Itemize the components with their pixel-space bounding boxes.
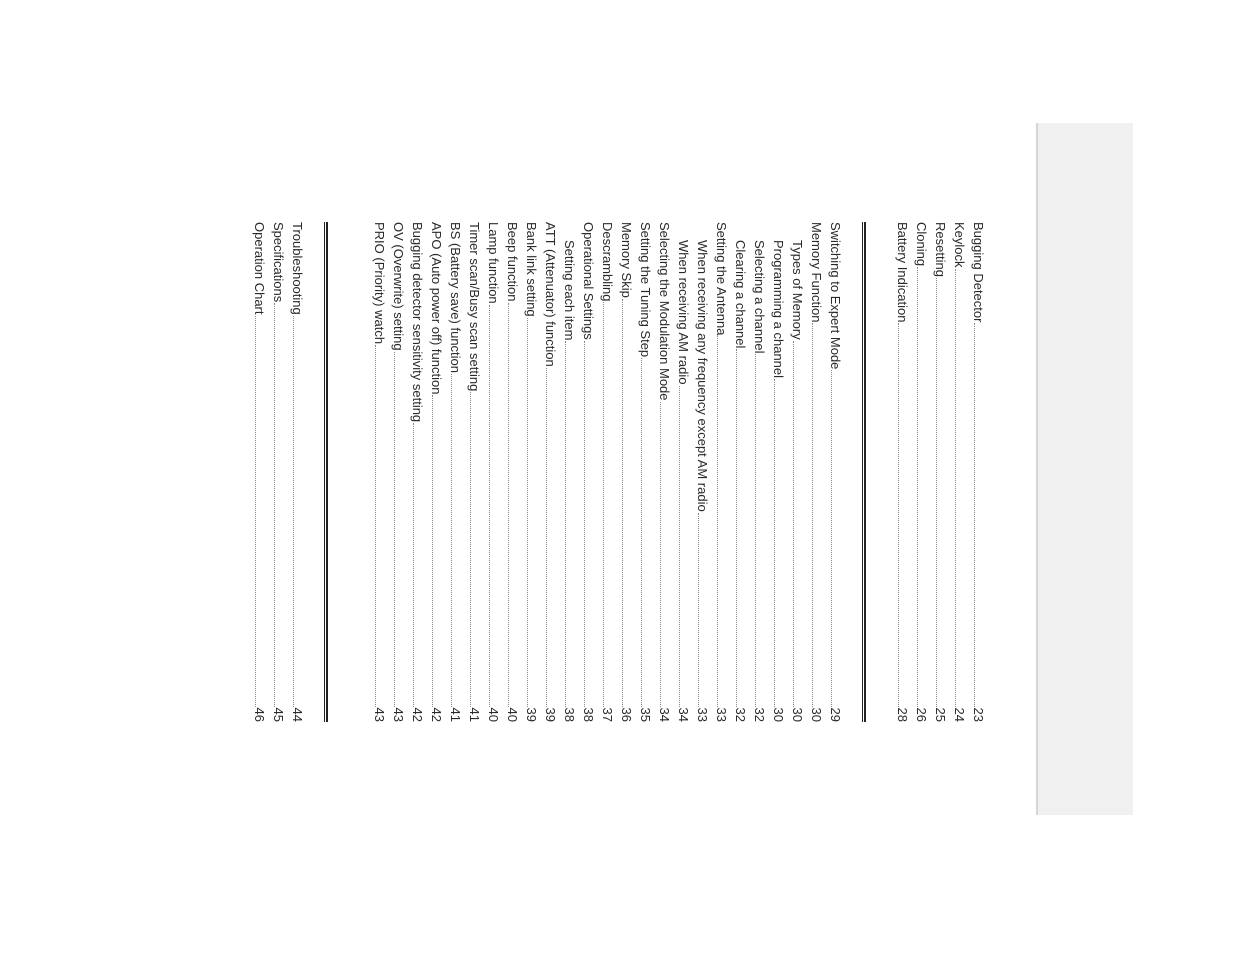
toc-entry[interactable] (429, 222, 448, 722)
toc-entry-title: Setting the Tuning Step (638, 222, 653, 358)
toc-entry-page-number: 24 (952, 707, 967, 722)
toc-entry-title: Keylock (952, 222, 967, 268)
toc-entry[interactable] (372, 222, 391, 722)
toc-entry[interactable] (752, 222, 771, 722)
toc-entry[interactable] (505, 222, 524, 722)
toc-entry[interactable] (290, 222, 309, 722)
dot-leader (413, 423, 414, 706)
table-of-contents (251, 222, 1011, 722)
toc-entry-page-number: 35 (638, 707, 653, 722)
toc-entry-title: Types of Memory (790, 240, 805, 340)
toc-entry[interactable] (695, 222, 714, 722)
toc-entry-page-number: 44 (290, 707, 305, 722)
toc-entry-page-number: 41 (448, 707, 463, 722)
dot-leader (974, 323, 975, 706)
toc-entry-page-number: 40 (486, 707, 501, 722)
toc-entry-title: Operation Chart (252, 222, 267, 315)
toc-entry-title: BS (Battery save) function (448, 222, 463, 374)
toc-entry[interactable] (581, 222, 600, 722)
toc-entry-page-number: 41 (467, 707, 482, 722)
toc-entry-title: Clearing a channel (733, 240, 748, 349)
dot-leader (470, 392, 471, 706)
toc-entry-title: Selecting a channel (752, 240, 767, 354)
dot-leader (936, 278, 937, 707)
dot-leader (736, 349, 737, 706)
toc-entry-page-number: 34 (676, 707, 691, 722)
toc-entry[interactable] (676, 222, 695, 722)
dot-leader (603, 302, 604, 706)
dot-leader (641, 358, 642, 706)
toc-entry-page-number: 30 (809, 707, 824, 722)
toc-entry-page-number: 32 (733, 707, 748, 722)
toc-entry-page-number: 40 (505, 707, 520, 722)
toc-entry[interactable] (524, 222, 543, 722)
dot-leader (812, 323, 813, 706)
toc-entry-page-number: 29 (828, 707, 843, 722)
toc-entry[interactable] (809, 222, 828, 722)
dot-leader (717, 336, 718, 706)
toc-entry-title: Resetting (933, 222, 948, 277)
toc-entry-title: Bank link setting (524, 222, 539, 317)
toc-entry-title: Memory Skip (619, 222, 634, 298)
toc-entry[interactable] (467, 222, 486, 722)
dot-leader (255, 316, 256, 707)
toc-entry-page-number: 38 (562, 707, 577, 722)
section-divider (862, 222, 866, 722)
toc-entry[interactable] (895, 222, 914, 722)
toc-entry-title: Beep function (505, 222, 520, 302)
toc-entry[interactable] (600, 222, 619, 722)
toc-entry-page-number: 39 (543, 707, 558, 722)
dot-leader (375, 345, 376, 706)
toc-entry[interactable] (252, 222, 271, 722)
toc-entry-title: Descrambling (600, 222, 615, 302)
toc-entry-page-number: 26 (914, 707, 929, 722)
toc-entry[interactable] (714, 222, 733, 722)
dot-leader (394, 352, 395, 707)
toc-entry-page-number: 33 (695, 707, 710, 722)
toc-entry[interactable] (733, 222, 752, 722)
dot-leader (698, 513, 699, 707)
toc-entry[interactable] (271, 222, 290, 722)
toc-entry-title: Switching to Expert Mode (828, 222, 843, 370)
page-side-tab (1036, 123, 1133, 815)
toc-entry-title: Cloning (914, 222, 929, 267)
toc-entry-title: ATT (Attenuator) function (543, 222, 558, 367)
dot-leader (898, 323, 899, 706)
section-divider (324, 222, 328, 722)
dot-leader (527, 318, 528, 707)
toc-entry-title: Bugging detector sensitivity setting (410, 222, 425, 423)
toc-entry-page-number: 32 (752, 707, 767, 722)
toc-entry-page-number: 33 (714, 707, 729, 722)
dot-leader (274, 303, 275, 706)
toc-entry[interactable] (933, 222, 952, 722)
toc-entry[interactable] (771, 222, 790, 722)
toc-entry[interactable] (914, 222, 933, 722)
dot-leader (831, 370, 832, 706)
toc-entry-title: Timer scan/Busy scan setting (467, 222, 482, 392)
toc-entry-page-number: 38 (581, 707, 596, 722)
dot-leader (622, 299, 623, 707)
toc-entry[interactable] (828, 222, 847, 722)
toc-entry-title: APO (Auto power off) function (429, 222, 444, 395)
dot-leader (584, 341, 585, 707)
toc-entry[interactable] (543, 222, 562, 722)
toc-entry-page-number: 42 (429, 707, 444, 722)
toc-entry[interactable] (486, 222, 505, 722)
toc-entry-page-number: 25 (933, 707, 948, 722)
toc-entry-title: Operational Settings (581, 222, 596, 340)
toc-entry-title: Selecting the Modulation Mode (657, 222, 672, 401)
dot-leader (774, 379, 775, 707)
toc-entry-page-number: 39 (524, 707, 539, 722)
dot-leader (793, 341, 794, 707)
toc-entry-title: OV (Overwrite) setting (391, 222, 406, 351)
toc-entry-title: Setting each item (562, 240, 577, 341)
dot-leader (955, 269, 956, 707)
toc-entry-page-number: 45 (271, 707, 286, 722)
toc-entry[interactable] (448, 222, 467, 722)
dot-leader (917, 267, 918, 706)
toc-entry[interactable] (638, 222, 657, 722)
dot-leader (489, 305, 490, 707)
toc-entry-title: When receiving any frequency except AM radio (695, 240, 710, 512)
toc-entry[interactable] (391, 222, 410, 722)
toc-entry-page-number: 43 (372, 707, 387, 722)
toc-entry-title: Bugging Detector (971, 222, 986, 323)
dot-leader (660, 402, 661, 707)
toc-entry-title: Specifications (271, 222, 286, 303)
toc-entry-page-number: 28 (895, 707, 910, 722)
toc-entry-page-number: 34 (657, 707, 672, 722)
toc-entry-title: Battery Indication (895, 222, 910, 323)
toc-entry-title: Lamp function (486, 222, 501, 304)
toc-entry-title: When receiving AM radio (676, 240, 691, 385)
dot-leader (565, 341, 566, 706)
toc-entry-page-number: 46 (252, 707, 267, 722)
dot-leader (432, 395, 433, 706)
toc-entry-page-number: 23 (971, 707, 986, 722)
toc-entry[interactable] (619, 222, 638, 722)
toc-entry[interactable] (952, 222, 971, 722)
dot-leader (546, 368, 547, 707)
toc-entry-page-number: 36 (619, 707, 634, 722)
toc-entry[interactable] (410, 222, 429, 722)
toc-entry-page-number: 43 (391, 707, 406, 722)
toc-entry-page-number: 42 (410, 707, 425, 722)
toc-entry-title: Programming a channel (771, 240, 786, 379)
toc-entry-title: Troubleshooting (290, 222, 305, 315)
dot-leader (293, 316, 294, 707)
dot-leader (679, 386, 680, 707)
dot-leader (508, 303, 509, 707)
toc-entry[interactable] (971, 222, 990, 722)
toc-entry[interactable] (562, 222, 581, 722)
toc-entry-page-number: 30 (790, 707, 805, 722)
toc-entry-title: Memory Function (809, 222, 824, 323)
toc-entry[interactable] (657, 222, 676, 722)
dot-leader (451, 374, 452, 707)
toc-entry-page-number: 37 (600, 707, 615, 722)
toc-entry-title: Setting the Antenna (714, 222, 729, 336)
dot-leader (755, 354, 756, 706)
toc-entry[interactable] (790, 222, 809, 722)
toc-entry-title: PRIO (Priority) watch (372, 222, 387, 345)
toc-entry-page-number: 30 (771, 707, 786, 722)
